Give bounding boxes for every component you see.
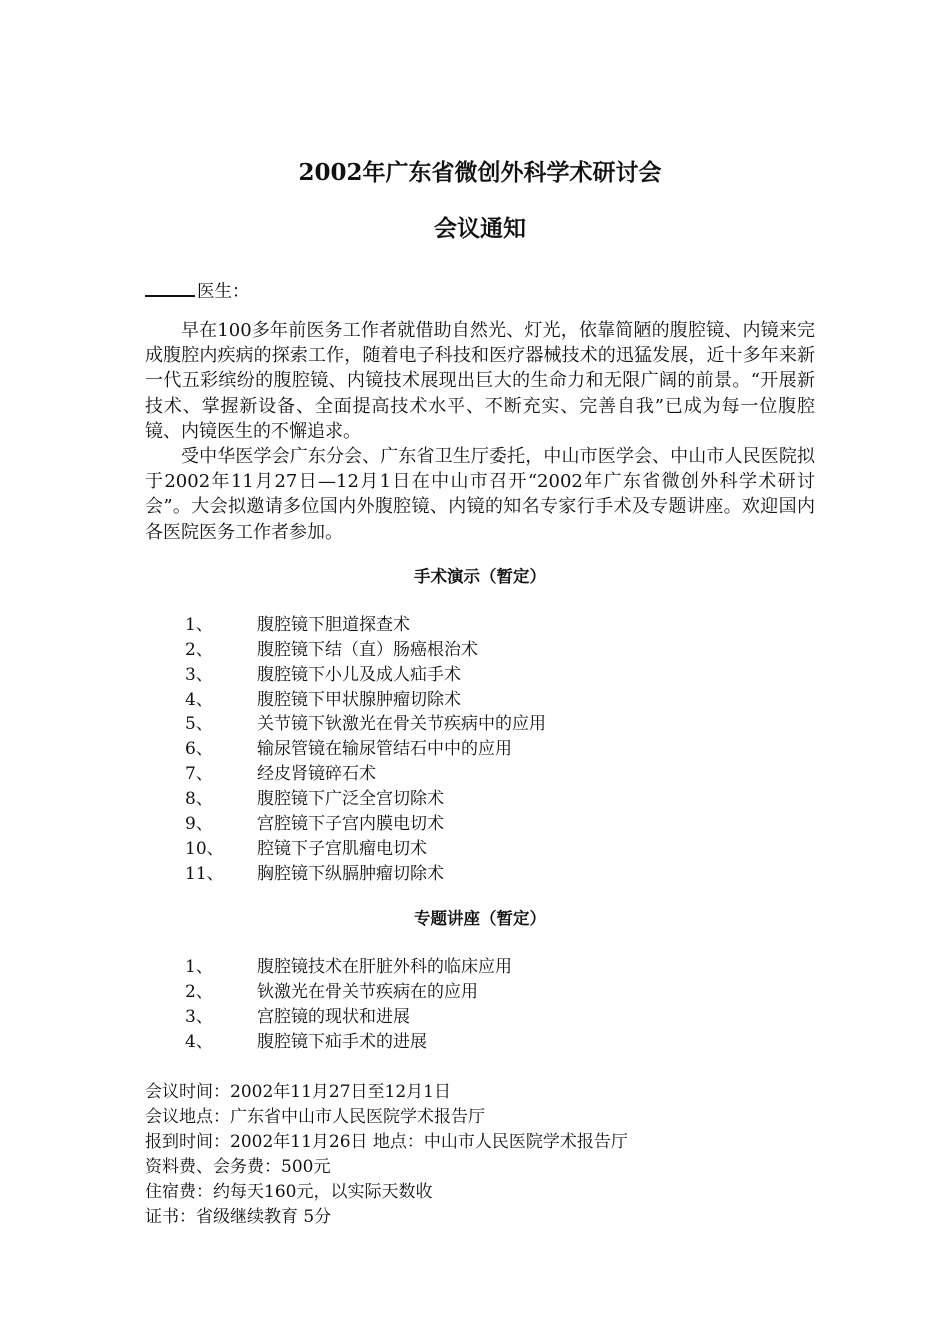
lodging-fee: 住宿费：约每天160元，以实际天数收 <box>145 1182 433 1203</box>
item-text: 钬激光在骨关节疾病在的应用 <box>257 981 478 1002</box>
list-item <box>145 955 815 980</box>
item-text: 关节镜下钬激光在骨关节疾病中的应用 <box>257 714 546 735</box>
material-fee: 资料费、会务费：500元 <box>145 1157 331 1178</box>
item-number: 2、 <box>185 981 213 1002</box>
list-item <box>145 837 815 862</box>
item-text: 腹腔镜下甲状腺肿瘤切除术 <box>257 689 461 710</box>
item-text: 腹腔镜下胆道探查术 <box>257 614 410 635</box>
item-text: 宫腔镜的现状和进展 <box>257 1006 410 1027</box>
list-item <box>145 712 815 737</box>
list-item <box>145 1005 815 1030</box>
item-text: 腹腔镜下广泛全宫切除术 <box>257 789 444 810</box>
list-item <box>145 862 815 887</box>
list-item <box>145 663 815 688</box>
item-text: 输尿管镜在输尿管结石中中的应用 <box>257 739 512 760</box>
item-number: 6、 <box>185 739 213 760</box>
intro-paragraph-2: 受中华医学会广东分会、广东省卫生厅委托，中山市医学会、中山市人民医院拟于2002年11月27日—12月1日在中山市召开“2002年广东省微创外科学术研讨会”。大会拟邀请多位国内外腹腔镜、内镜的知名专家行手术及专题讲座。欢迎国内各医院医务工作者参加。 <box>145 446 815 543</box>
certificate: 证书：省级继续教育 5分 <box>145 1207 332 1228</box>
list-item <box>145 812 815 837</box>
meeting-time: 会议时间：2002年11月27日至12月1日 <box>145 1082 451 1103</box>
lecture-heading: 专题讲座（暂定） <box>414 908 546 928</box>
item-number: 10、 <box>185 838 224 859</box>
item-number: 11、 <box>185 863 224 884</box>
item-number: 1、 <box>185 956 213 977</box>
item-text: 腹腔镜下小儿及成人疝手术 <box>257 664 461 685</box>
item-text: 胸腔镜下纵膈肿瘤切除术 <box>257 863 444 884</box>
item-text: 腹腔镜下疝手术的进展 <box>257 1031 427 1052</box>
surgery-list <box>145 613 815 887</box>
surgery-heading: 手术演示（暂定） <box>414 566 546 586</box>
item-number: 4、 <box>185 689 213 710</box>
item-text: 腹腔镜技术在肝脏外科的临床应用 <box>257 956 512 977</box>
intro-paragraph-1: 早在100多年前医务工作者就借助自然光、灯光，依靠简陋的腹腔镜、内镜来完成腹腔内疾病的探索工作，随着电子科技和医疗器械技术的迅猛发展，近十多年来新一代五彩缤纷的腹腔镜、内镜技术展现出巨大的生命力和无限广阔的前景。“开展新技术、掌握新设备、全面提高技术水平、不断充实、完善自我”已成为每一位腹腔镜、内镜医生的不懈追求。 <box>145 320 815 442</box>
lecture-list <box>145 955 815 1055</box>
salutation-text: 医生： <box>197 282 250 302</box>
list-item <box>145 787 815 812</box>
item-number: 5、 <box>185 714 213 735</box>
item-number: 8、 <box>185 789 213 810</box>
item-text: 经皮肾镜碎石术 <box>257 764 376 785</box>
item-number: 3、 <box>185 664 213 685</box>
list-item <box>145 1030 815 1055</box>
meeting-location: 会议地点：广东省中山市人民医院学术报告厅 <box>145 1107 485 1128</box>
notice-page <box>145 155 815 1230</box>
item-text: 腹腔镜下结（直）肠癌根治术 <box>257 639 478 660</box>
item-number: 4、 <box>185 1031 213 1052</box>
item-text: 宫腔镜下子宫内膜电切术 <box>257 814 444 835</box>
item-number: 3、 <box>185 1006 213 1027</box>
name-blank-line <box>145 277 195 297</box>
list-item <box>145 613 815 638</box>
list-item <box>145 688 815 713</box>
item-number: 9、 <box>185 814 213 835</box>
list-item <box>145 980 815 1005</box>
item-number: 7、 <box>185 764 213 785</box>
list-item <box>145 638 815 663</box>
item-number: 1、 <box>185 614 213 635</box>
document-title: 2002年广东省微创外科学术研讨会 <box>298 159 662 186</box>
meeting-info <box>145 1080 815 1230</box>
registration-time: 报到时间：2002年11月26日 地点：中山市人民医院学术报告厅 <box>145 1132 628 1153</box>
salutation-line <box>145 277 815 304</box>
item-text: 腔镜下子宫肌瘤电切术 <box>257 838 427 859</box>
list-item <box>145 737 815 762</box>
item-number: 2、 <box>185 639 213 660</box>
list-item <box>145 762 815 787</box>
document-subtitle: 会议通知 <box>434 215 526 242</box>
